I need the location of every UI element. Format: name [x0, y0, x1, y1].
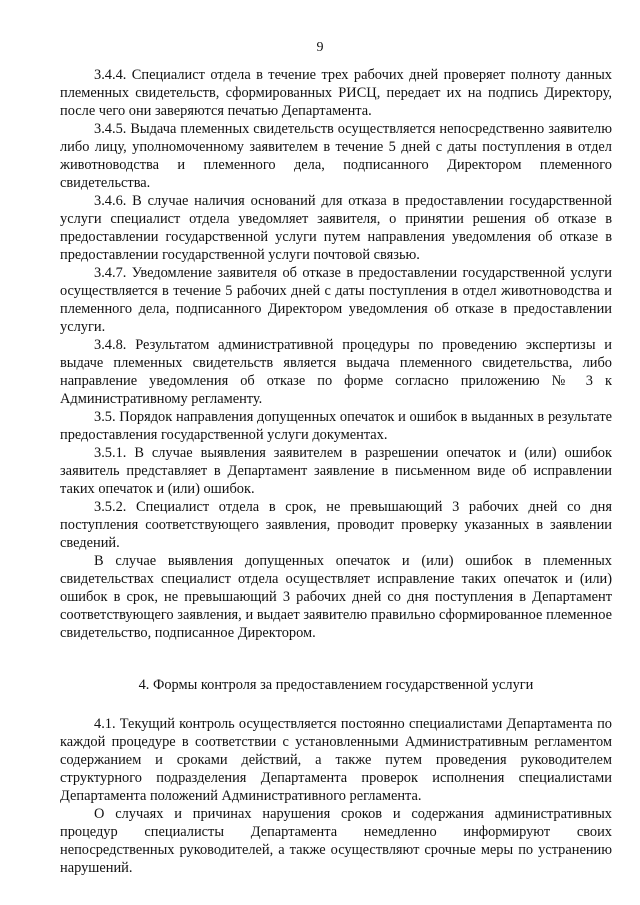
paragraph-3-4-7: 3.4.7. Уведомление заявителя об отказе в предоставлении государственной услуги осуществляется в течение 5 рабочих дней с даты поступления в отдел животноводства и племенного дела, подписанного Директором уведомления об отказе в предоставлении услуги.	[60, 265, 612, 335]
paragraph-3-5-2: 3.5.2. Специалист отдела в срок, не превышающий 3 рабочих дней со дня поступления соответствующего заявления, проводит проверку указанных в заявлении сведений.	[60, 499, 612, 551]
paragraph-3-5: 3.5. Порядок направления допущенных опечаток и ошибок в выданных в результате предоставления государственной услуги документах.	[60, 409, 612, 443]
paragraph-3-5-1: 3.5.1. В случае выявления заявителем в разрешении опечаток и (или) ошибок заявитель представляет в Департамент заявление в письменном виде об исправлении таких опечаток и (или) ошибок.	[60, 445, 612, 497]
paragraph-violations: О случаях и причинах нарушения сроков и содержания административных процедур специалисты Департамента немедленно информируют своих непосредственных руководителей, а также осуществляют срочные меры по устранению нарушений.	[60, 806, 612, 876]
paragraph-4-1: 4.1. Текущий контроль осуществляется постоянно специалистами Департамента по каждой процедуре в соответствии с установленными Административным регламентом содержанием и сроками действий, а также путем проведения руководителем структурного подразделения Департамента проверок исполнения специалистами Департамента положений Административного регламента.	[60, 716, 612, 804]
paragraph-3-4-4: 3.4.4. Специалист отдела в течение трех рабочих дней проверяет полноту данных племенных свидетельств, сформированных РИСЦ, передает их на подпись Директору, после чего они заверяются печатью Департамента.	[60, 67, 612, 119]
paragraph-typo-correction: В случае выявления допущенных опечаток и (или) ошибок в племенных свидетельствах специалист отдела осуществляет исправление таких опечаток и (или) ошибок в срок, не превышающий 3 рабочих дней со дня поступления в Департамент соответствующего заявления, и выдает заявителю правильно сформированное племенное свидетельство, подписанное Директором.	[60, 553, 612, 641]
page-number: 9	[316, 40, 324, 55]
paragraph-3-4-8: 3.4.8. Результатом административной процедуры по проведению экспертизы и выдаче племенных свидетельств является выдача племенного свидетельства, либо направление уведомления об отказе по форме согласно приложению № 3 к Административному регламенту.	[60, 337, 612, 407]
paragraph-3-4-5: 3.4.5. Выдача племенных свидетельств осуществляется непосредственно заявителю либо лицу, уполномоченному заявителем в течение 5 дней с даты поступления в отдел животноводства и племенного дела, подписанного Директором племенного свидетельства.	[60, 121, 612, 191]
paragraph-3-4-6: 3.4.6. В случае наличия оснований для отказа в предоставлении государственной услуги специалист отдела уведомляет заявителя, о принятии решения об отказе в предоставлении государственной услуги путем направления уведомления об отказе в предоставлении государственной услуги почтовой связью.	[60, 193, 612, 263]
section-heading-4: 4. Формы контроля за предоставлением государственной услуги	[138, 677, 534, 693]
document-body	[60, 66, 612, 877]
